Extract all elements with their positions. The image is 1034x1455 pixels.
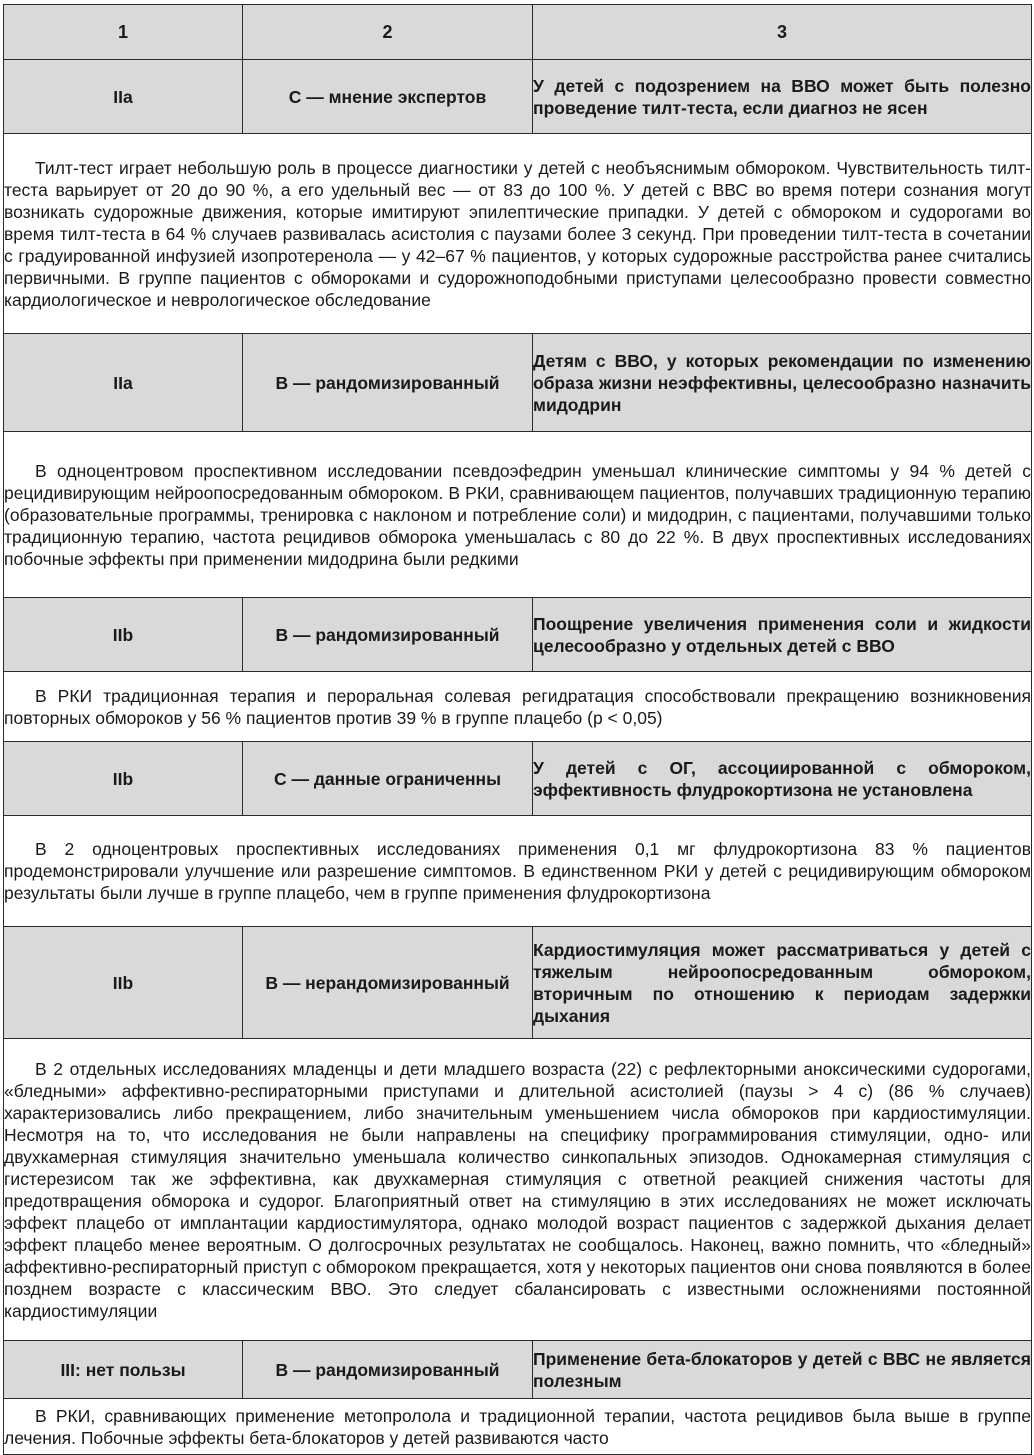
evidence-level: B — рандомизированный (243, 1341, 533, 1399)
recommendation-text: Кардиостимуляция может рассматриваться у детей с тяжелым нейроопосредованным обмороком, вторичным по отношению к периодам задержки дыхания (533, 927, 1032, 1039)
evidence-level: B — нерандомизированный (243, 927, 533, 1039)
evidence-level: C — данные ограниченны (243, 742, 533, 816)
recommendation-row (4, 1341, 1032, 1399)
recommendation-text: Детям с ВВО, у которых рекомендации по изменению образа жизни неэффективны, целесообразно назначить мидодрин (533, 334, 1032, 432)
comment-cell (4, 816, 1032, 927)
comment-cell (4, 1039, 1032, 1341)
recommendation-text: У детей с подозрением на ВВО может быть полезно проведение тилт-теста, если диагноз не ясен (533, 60, 1032, 134)
recommendation-class: IIb (4, 598, 243, 672)
evidence-level: C — мнение экспертов (243, 60, 533, 134)
recommendation-class: IIa (4, 334, 243, 432)
evidence-level: B — рандомизированный (243, 334, 533, 432)
recommendation-class: IIb (4, 742, 243, 816)
recommendation-text: Применение бета-блокаторов у детей с ВВС не является полезным (533, 1341, 1032, 1399)
recommendation-row (4, 598, 1032, 672)
recommendation-class: III: нет пользы (4, 1341, 243, 1399)
comment-row (4, 134, 1032, 334)
header-col-1: 1 (4, 5, 243, 60)
comment-cell (4, 134, 1032, 334)
evidence-level: B — рандомизированный (243, 598, 533, 672)
recommendation-row (4, 60, 1032, 134)
comment-text: В одноцентровом проспективном исследовании псевдоэфедрин уменьшал клинические симптомы у 94 % детей с рецидивирующим нейроопосредованным обмороком. В РКИ, сравнивающем пациентов, получавших традиционную терапию (образовательные программы, тренировка с наклоном и потребление соли) и мидодрин, с пациентами, получавшими только традиционную терапию, частота рецидивов обморока уменьшалась с 80 до 22 %. В двух проспективных исследованиях побочные эффекты при применении мидодрина были редкими (4, 460, 1031, 569)
comment-cell (4, 1399, 1032, 1455)
comment-row (4, 672, 1032, 742)
recommendation-row (4, 742, 1032, 816)
table-header-row (4, 5, 1032, 60)
header-col-3: 3 (533, 5, 1032, 60)
recommendation-row (4, 927, 1032, 1039)
comment-text: В 2 одноцентровых проспективных исследованиях применения 0,1 мг флудрокортизона 83 % пациентов продемонстрировали улучшение или разрешение симптомов. В единственном РКИ у детей с рецидивирующим обмороком результаты были лучше в группе плацебо, чем в группе применения флудрокортизона (4, 839, 1031, 903)
recommendation-text: Поощрение увеличения применения соли и жидкости целесообразно у отдельных детей с ВВО (533, 598, 1032, 672)
comment-row (4, 816, 1032, 927)
header-col-2: 2 (243, 5, 533, 60)
comment-text: Тилт-тест играет небольшую роль в процессе диагностики у детей с необъяснимым обмороком. Чувствительность тилт-теста варьирует от 20 до 90 %, а его удельный вес — от 83 до 100 %. У детей с ВВС во время потери сознания могут возникать судорожные движения, которые имитируют эпилептические припадки. У детей с обмороком и судорогами во время тилт-теста в 64 % случаев развивалась асистолия с паузами более 3 секунд. При проведении тилт-теста в сочетании с градуированной инфузией изопротеренола — у 42–67 % пациентов, у которых судорожные расстройства ранее считались первичными. В группе пациентов с обмороками и судорожноподобными приступами целесообразно провести совместно кардиологическое и неврологическое обследование (4, 157, 1031, 310)
comment-text: В РКИ традиционная терапия и пероральная солевая регидратация способствовали прекращению возникновения повторных обмороков у 56 % пациентов против 39 % в группе плацебо (p < 0,05) (4, 685, 1031, 728)
comment-row (4, 1399, 1032, 1455)
recommendation-row (4, 334, 1032, 432)
recommendation-text: У детей с ОГ, ассоциированной с обмороком, эффективность флудрокортизона не установлена (533, 742, 1032, 816)
comment-text: В РКИ, сравнивающих применение метопролола и традиционной терапии, частота рецидивов была выше в группе лечения. Побочные эффекты бета-блокаторов у детей развиваются часто (4, 1405, 1031, 1448)
recommendation-class: IIb (4, 927, 243, 1039)
comment-row (4, 432, 1032, 598)
comment-text: В 2 отдельных исследованиях младенцы и дети младшего возраста (22) с рефлекторными аноксическими судорогами, «бледными» аффективно-респираторными приступами и длительной асистолией (паузы > 4 с) (86 % случаев) характеризовались либо прекращением, либо значительным уменьшением числа обмороков при кардиостимуляции. Несмотря на то, что исследования не были направлены на специфику программирования стимуляции, одно- или двухкамерная стимуляция значительно уменьшала количество синкопальных эпизодов. Однокамерная стимуляция с гистерезисом так же эффективна, как двухкамерная стимуляция с ответной реакцией снижения частоты для предотвращения обморока и судорог. Благоприятный ответ на стимуляцию в этих исследованиях не может исключать эффект плацебо от имплантации кардиостимулятора, однако молодой возраст пациентов с задержкой дыхания делает эффект плацебо менее вероятным. О долгосрочных результатах не сообщалось. Наконец, важно помнить, что «бледный» аффективно-респираторный приступ с обмороком прекращается, хотя у некоторых пациентов они снова появляются в более позднем возрасте с классическим ВВО. Это следует сбалансировать с известными осложнениями постоянной кардиостимуляции (4, 1058, 1031, 1321)
recommendations-table (3, 4, 1032, 1455)
comment-cell (4, 672, 1032, 742)
comment-cell (4, 432, 1032, 598)
comment-row (4, 1039, 1032, 1341)
recommendation-class: IIa (4, 60, 243, 134)
